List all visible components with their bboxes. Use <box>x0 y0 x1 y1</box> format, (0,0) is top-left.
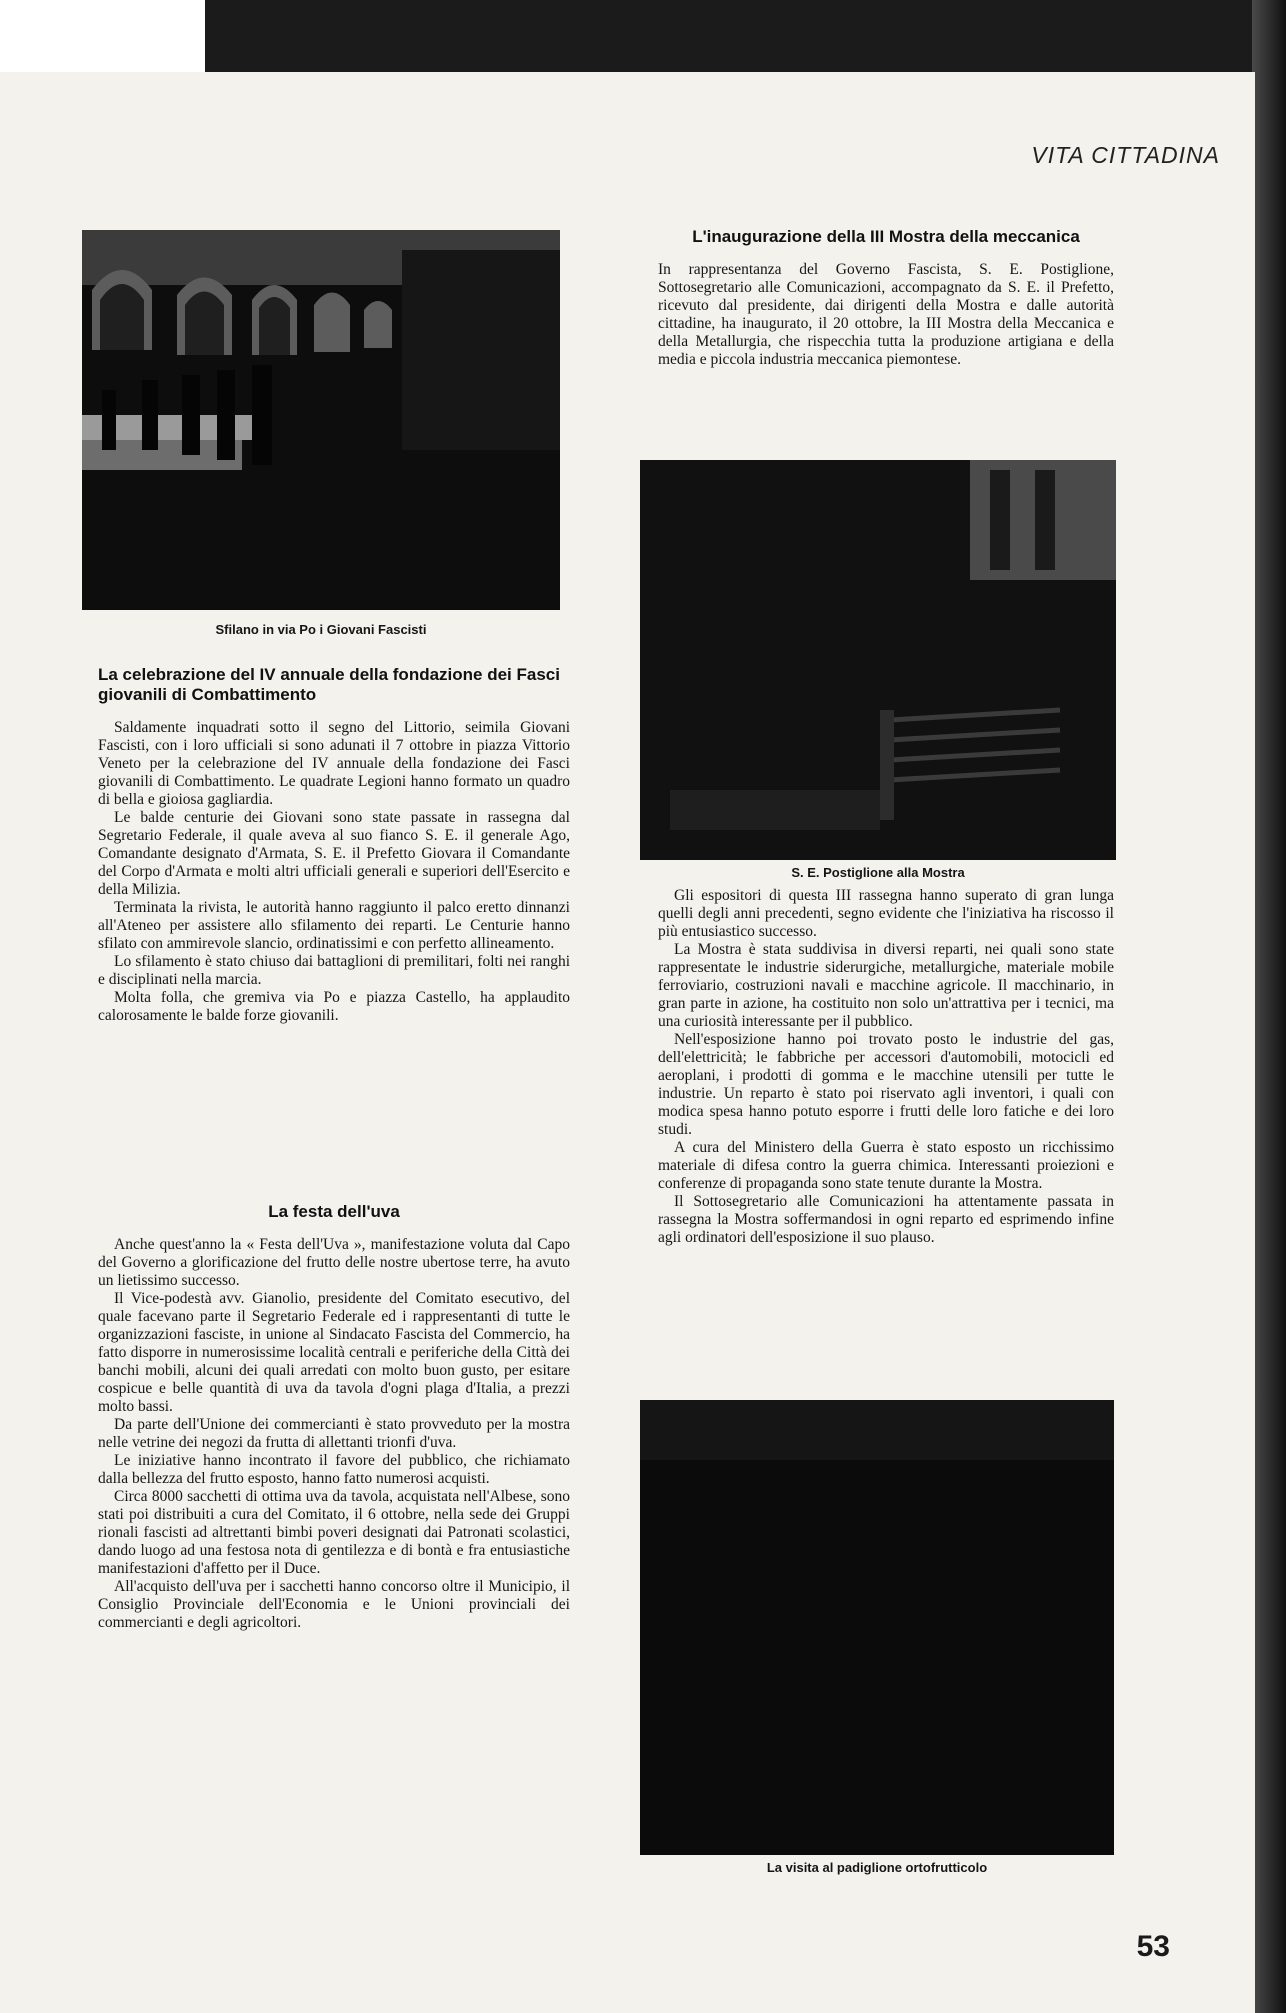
photo-caption: Sfilano in via Po i Giovani Fascisti <box>215 622 427 637</box>
article-paragraph: Saldamente inquadrati sotto il segno del Littorio, seimila Giovani Fascisti, con i loro ufficiali si sono adunati il 7 ottobre in piazza Vittorio Veneto per la celebrazione del IV annuale della fondazione dei Fasci giovanili di Combattimento. Le quadrate Legioni hanno formato un quadro di bella e gioiosa gagliardia. <box>98 719 570 808</box>
article-paragraph: Il Vice-podestà avv. Gianolio, presidente del Comitato esecutivo, del quale facevano parte il Segretario Federale ed i rappresentanti di tutte le organizzazioni fasciste, in unione al Sindacato Fascista del Commercio, ha fatto disporre in numerosissime località centrali e periferiche della Città dei banchi mobili, alcuni dei quali arredati con molto buon gusto, per esitare cospicue e belle quantità di uva da tavola d'ogni plaga d'Italia, a prezzi molto bassi. <box>98 1290 570 1415</box>
article-festa-uva <box>98 1202 570 1632</box>
photo-caption: La visita al padiglione ortofrutticolo <box>766 1860 988 1875</box>
photo-postiglione-mostra <box>640 460 1116 860</box>
article-paragraph: Circa 8000 sacchetti di ottima uva da tavola, acquistata nell'Albese, sono stati poi distribuiti a cura del Comitato, il 6 ottobre, nella sede dei Gruppi rionali fascisti ad altrettanti bimbi poveri designati dai Patronati scolastici, dando luogo ad una festosa nota di gentilezza e di bontà e fra entusiastiche manifestazioni d'affetto per il Duce. <box>98 1488 570 1577</box>
article-paragraph: A cura del Ministero della Guerra è stato esposto un ricchissimo materiale di difesa contro la guerra chimica. Interessanti proiezioni e conferenze di propaganda sono state tenute durante la Mostra. <box>658 1139 1114 1192</box>
article-paragraph: Anche quest'anno la « Festa dell'Uva », manifestazione voluta dal Capo del Governo a glorificazione del frutto delle nostre ubertose terre, ha avuto un lietissimo successo. <box>98 1236 570 1289</box>
magazine-page <box>0 72 1255 2013</box>
article-paragraph: Terminata la rivista, le autorità hanno raggiunto il palco eretto dinnanzi all'Ateneo per assistere allo sfilamento dei reparti. Le Centurie hanno sfilato con ammirevole slancio, ordinatissimi e con perfetto allineamento. <box>98 899 570 952</box>
photo-parade-via-po <box>82 230 560 610</box>
article-title: La celebrazione del IV annuale della fondazione dei Fasci giovanili di Combattimento <box>98 665 560 704</box>
photo-caption: S. E. Postiglione alla Mostra <box>791 865 965 880</box>
article-title: L'inaugurazione della III Mostra della meccanica <box>692 227 1080 246</box>
page-number: 53 <box>1136 1930 1170 1963</box>
article-paragraph: Il Sottosegretario alle Comunicazioni ha attentamente passata in rassegna la Mostra soffermandosi in ogni reparto ed esprimendo infine agli ordinatori dell'esposizione il suo plauso. <box>658 1193 1114 1246</box>
article-paragraph: Le iniziative hanno incontrato il favore del pubblico, che richiamato dalla bellezza del frutto esposto, hanno fatto numerosi acquisti. <box>98 1452 570 1487</box>
article-paragraph: Lo sfilamento è stato chiuso dai battaglioni di premilitari, folti nei ranghi e disciplinati nella marcia. <box>98 953 570 988</box>
article-paragraph: All'acquisto dell'uva per i sacchetti hanno concorso oltre il Municipio, il Consiglio Provinciale dell'Economia e le Unioni provinciali dei commercianti e degli agricoltori. <box>98 1578 570 1631</box>
photo-padiglione <box>640 1400 1114 1855</box>
article-paragraph: Gli espositori di questa III rassegna hanno superato di gran lunga quelli degli anni precedenti, segno evidente che l'iniziativa ha riscosso il più entusiastico successo. <box>658 887 1114 940</box>
article-fasci-giovanili <box>98 665 570 1025</box>
article-mostra-meccanica <box>658 227 1114 369</box>
section-header: VITA CITTADINA <box>1031 142 1220 168</box>
article-paragraph: In rappresentanza del Governo Fascista, S. E. Postiglione, Sottosegretario alle Comunicazioni, accompagnato da S. E. il Prefetto, ricevuto dal presidente, dai dirigenti della Mostra e dalle autorità cittadine, ha inaugurato, il 20 ottobre, la III Mostra della Meccanica e della Metallurgia, che rispecchia tutta la produzione artigiana e della media e piccola industria meccanica piemontese. <box>658 261 1114 368</box>
article-paragraph: La Mostra è stata suddivisa in diversi reparti, nei quali sono state rappresentate le industrie siderurgiche, metallurgiche, materiale mobile ferroviario, costruzioni navali e macchine agricole. Il macchinario, in gran parte in azione, ha costituito non solo un'attrattiva per i tecnici, ma una curiosità interessante per il pubblico. <box>658 941 1114 1030</box>
article-espositori <box>658 887 1114 1247</box>
scan-right-shadow <box>1252 0 1286 2013</box>
article-paragraph: Molta folla, che gremiva via Po e piazza Castello, ha applaudito calorosamente le balde forze giovanili. <box>98 989 570 1024</box>
article-title: La festa dell'uva <box>268 1202 400 1221</box>
article-paragraph: Da parte dell'Unione dei commercianti è stato provveduto per la mostra nelle vetrine dei negozi da frutta di allettanti trionfi d'uva. <box>98 1416 570 1451</box>
article-paragraph: Le balde centurie dei Giovani sono state passate in rassegna dal Segretario Federale, il quale aveva al suo fianco S. E. il generale Ago, Comandante designato d'Armata, S. E. il Prefetto Giovara il Comandante del Corpo d'Armata e molti altri ufficiali generali e superiori dell'Esercito e della Milizia. <box>98 809 570 898</box>
article-paragraph: Nell'esposizione hanno poi trovato posto le industrie del gas, dell'elettricità; le fabbriche per accessori d'automobili, motocicli ed aeroplani, i prodotti di gomma e le macchine utensili per tutte le industrie. Un reparto è stato poi riservato agli inventori, i quali con modica spesa hanno potuto esporre i frutti delle loro fatiche e dei loro studi. <box>658 1031 1114 1138</box>
scan-top-left-margin <box>0 0 205 80</box>
